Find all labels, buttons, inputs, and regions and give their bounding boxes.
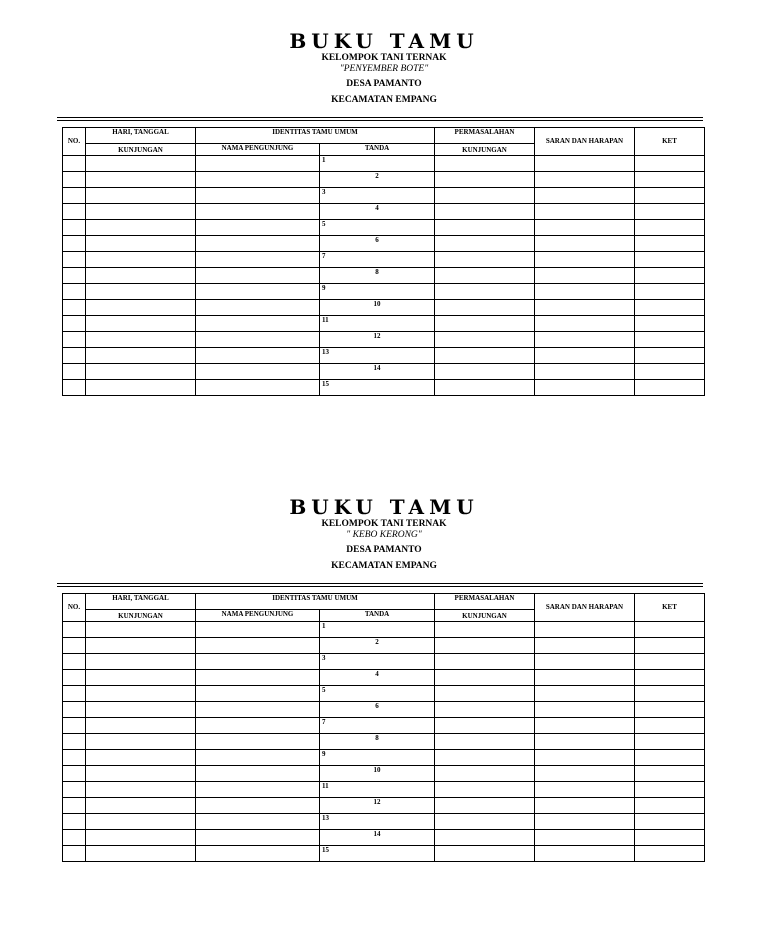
cell-visitor-name[interactable] bbox=[196, 702, 320, 718]
signature-number: 15 bbox=[320, 380, 435, 396]
signature-number: 9 bbox=[320, 284, 435, 300]
cell-suggestions[interactable] bbox=[535, 654, 635, 670]
district-name: KECAMATAN EMPANG bbox=[331, 561, 437, 571]
cell-visitor-name[interactable] bbox=[196, 188, 320, 204]
cell-notes[interactable] bbox=[635, 332, 705, 348]
cell-notes[interactable] bbox=[635, 316, 705, 332]
cell-suggestions[interactable] bbox=[535, 252, 635, 268]
signature-number: 3 bbox=[320, 188, 435, 204]
signature-number: 1 bbox=[320, 622, 435, 638]
signature-number: 14 bbox=[320, 364, 435, 380]
cell-suggestions[interactable] bbox=[535, 766, 635, 782]
cell-problem[interactable] bbox=[435, 654, 535, 670]
cell-no[interactable] bbox=[63, 348, 86, 364]
table-row bbox=[63, 332, 705, 348]
cell-problem[interactable] bbox=[435, 332, 535, 348]
table-row bbox=[63, 236, 705, 252]
header-problem-line1: PERMASALAHAN bbox=[435, 594, 535, 610]
form-title: BUKU TAMU bbox=[289, 29, 479, 53]
header-visitor-name: NAMA PENGUNJUNG bbox=[196, 144, 320, 156]
cell-notes[interactable] bbox=[635, 686, 705, 702]
cell-date[interactable] bbox=[86, 622, 196, 638]
cell-suggestions[interactable] bbox=[535, 316, 635, 332]
table-row bbox=[63, 846, 705, 862]
header-identity: IDENTITAS TAMU UMUM bbox=[196, 128, 435, 144]
signature-number: 15 bbox=[320, 846, 435, 862]
header-no: NO. bbox=[63, 594, 86, 622]
table-row bbox=[63, 156, 705, 172]
cell-notes[interactable] bbox=[635, 734, 705, 750]
header-suggestions: SARAN DAN HARAPAN bbox=[535, 128, 635, 156]
cell-suggestions[interactable] bbox=[535, 798, 635, 814]
cell-visitor-name[interactable] bbox=[196, 284, 320, 300]
signature-number: 14 bbox=[320, 830, 435, 846]
cell-no[interactable] bbox=[63, 782, 86, 798]
cell-problem[interactable] bbox=[435, 204, 535, 220]
cell-no[interactable] bbox=[63, 670, 86, 686]
cell-notes[interactable] bbox=[635, 766, 705, 782]
table-row bbox=[63, 638, 705, 654]
cell-visitor-name[interactable] bbox=[196, 750, 320, 766]
cell-notes[interactable] bbox=[635, 638, 705, 654]
table-row bbox=[63, 348, 705, 364]
cell-date[interactable] bbox=[86, 220, 196, 236]
cell-date[interactable] bbox=[86, 188, 196, 204]
signature-number: 3 bbox=[320, 654, 435, 670]
cell-suggestions[interactable] bbox=[535, 702, 635, 718]
cell-problem[interactable] bbox=[435, 364, 535, 380]
cell-date[interactable] bbox=[86, 670, 196, 686]
cell-date[interactable] bbox=[86, 172, 196, 188]
cell-no[interactable] bbox=[63, 300, 86, 316]
cell-visitor-name[interactable] bbox=[196, 638, 320, 654]
village-name: DESA PAMANTO bbox=[346, 545, 422, 555]
table-row bbox=[63, 766, 705, 782]
cell-date[interactable] bbox=[86, 766, 196, 782]
cell-notes[interactable] bbox=[635, 220, 705, 236]
header-divider bbox=[57, 586, 703, 587]
signature-number: 8 bbox=[320, 268, 435, 284]
signature-number: 12 bbox=[320, 332, 435, 348]
cell-notes[interactable] bbox=[635, 702, 705, 718]
cell-no[interactable] bbox=[63, 702, 86, 718]
signature-number: 8 bbox=[320, 734, 435, 750]
signature-number: 4 bbox=[320, 670, 435, 686]
cell-visitor-name[interactable] bbox=[196, 846, 320, 862]
header-date-line1: HARI, TANGGAL bbox=[86, 128, 196, 144]
cell-suggestions[interactable] bbox=[535, 686, 635, 702]
cell-visitor-name[interactable] bbox=[196, 268, 320, 284]
signature-number: 7 bbox=[320, 718, 435, 734]
cell-date[interactable] bbox=[86, 654, 196, 670]
header-identity: IDENTITAS TAMU UMUM bbox=[196, 594, 435, 610]
table-row bbox=[63, 204, 705, 220]
cell-visitor-name[interactable] bbox=[196, 798, 320, 814]
cell-notes[interactable] bbox=[635, 798, 705, 814]
signature-number: 6 bbox=[320, 702, 435, 718]
table-row bbox=[63, 814, 705, 830]
cell-no[interactable] bbox=[63, 750, 86, 766]
cell-notes[interactable] bbox=[635, 172, 705, 188]
cell-notes[interactable] bbox=[635, 284, 705, 300]
cell-problem[interactable] bbox=[435, 798, 535, 814]
cell-no[interactable] bbox=[63, 638, 86, 654]
cell-suggestions[interactable] bbox=[535, 638, 635, 654]
cell-visitor-name[interactable] bbox=[196, 814, 320, 830]
cell-date[interactable] bbox=[86, 782, 196, 798]
cell-visitor-name[interactable] bbox=[196, 830, 320, 846]
cell-visitor-name[interactable] bbox=[196, 364, 320, 380]
header-problem-line1: PERMASALAHAN bbox=[435, 128, 535, 144]
cell-problem[interactable] bbox=[435, 702, 535, 718]
cell-problem[interactable] bbox=[435, 380, 535, 396]
cell-problem[interactable] bbox=[435, 220, 535, 236]
cell-problem[interactable] bbox=[435, 670, 535, 686]
cell-suggestions[interactable] bbox=[535, 718, 635, 734]
group-label: KELOMPOK TANI TERNAK bbox=[321, 53, 447, 63]
header-notes: KET bbox=[635, 128, 705, 156]
cell-no[interactable] bbox=[63, 236, 86, 252]
cell-no[interactable] bbox=[63, 766, 86, 782]
cell-problem[interactable] bbox=[435, 156, 535, 172]
header-signature: TANDA bbox=[320, 610, 435, 622]
header-visitor-name: NAMA PENGUNJUNG bbox=[196, 610, 320, 622]
cell-problem[interactable] bbox=[435, 284, 535, 300]
cell-date[interactable] bbox=[86, 364, 196, 380]
table-row bbox=[63, 284, 705, 300]
cell-suggestions[interactable] bbox=[535, 380, 635, 396]
cell-notes[interactable] bbox=[635, 750, 705, 766]
header-date-line2: KUNJUNGAN bbox=[86, 610, 196, 622]
cell-date[interactable] bbox=[86, 702, 196, 718]
signature-number: 11 bbox=[320, 316, 435, 332]
cell-suggestions[interactable] bbox=[535, 172, 635, 188]
cell-no[interactable] bbox=[63, 156, 86, 172]
cell-notes[interactable] bbox=[635, 236, 705, 252]
cell-suggestions[interactable] bbox=[535, 156, 635, 172]
header-problem-line2: KUNJUNGAN bbox=[435, 144, 535, 156]
cell-visitor-name[interactable] bbox=[196, 252, 320, 268]
cell-problem[interactable] bbox=[435, 638, 535, 654]
cell-no[interactable] bbox=[63, 188, 86, 204]
table-row bbox=[63, 622, 705, 638]
cell-problem[interactable] bbox=[435, 316, 535, 332]
cell-no[interactable] bbox=[63, 332, 86, 348]
cell-no[interactable] bbox=[63, 380, 86, 396]
cell-problem[interactable] bbox=[435, 766, 535, 782]
cell-problem[interactable] bbox=[435, 830, 535, 846]
cell-date[interactable] bbox=[86, 236, 196, 252]
cell-visitor-name[interactable] bbox=[196, 332, 320, 348]
header-no: NO. bbox=[63, 128, 86, 156]
cell-no[interactable] bbox=[63, 686, 86, 702]
cell-visitor-name[interactable] bbox=[196, 622, 320, 638]
signature-number: 10 bbox=[320, 300, 435, 316]
cell-suggestions[interactable] bbox=[535, 364, 635, 380]
table-row bbox=[63, 316, 705, 332]
cell-suggestions[interactable] bbox=[535, 830, 635, 846]
cell-notes[interactable] bbox=[635, 846, 705, 862]
cell-problem[interactable] bbox=[435, 814, 535, 830]
cell-no[interactable] bbox=[63, 220, 86, 236]
cell-visitor-name[interactable] bbox=[196, 782, 320, 798]
cell-no[interactable] bbox=[63, 172, 86, 188]
cell-notes[interactable] bbox=[635, 782, 705, 798]
cell-visitor-name[interactable] bbox=[196, 654, 320, 670]
signature-number: 13 bbox=[320, 814, 435, 830]
cell-suggestions[interactable] bbox=[535, 236, 635, 252]
cell-date[interactable] bbox=[86, 268, 196, 284]
signature-number: 2 bbox=[320, 172, 435, 188]
cell-problem[interactable] bbox=[435, 686, 535, 702]
table-row bbox=[63, 188, 705, 204]
cell-no[interactable] bbox=[63, 718, 86, 734]
signature-number: 11 bbox=[320, 782, 435, 798]
cell-notes[interactable] bbox=[635, 204, 705, 220]
signature-number: 10 bbox=[320, 766, 435, 782]
table-row bbox=[63, 782, 705, 798]
table-row bbox=[63, 686, 705, 702]
cell-problem[interactable] bbox=[435, 622, 535, 638]
cell-date[interactable] bbox=[86, 734, 196, 750]
cell-suggestions[interactable] bbox=[535, 220, 635, 236]
signature-number: 12 bbox=[320, 798, 435, 814]
cell-suggestions[interactable] bbox=[535, 734, 635, 750]
header-suggestions: SARAN DAN HARAPAN bbox=[535, 594, 635, 622]
cell-notes[interactable] bbox=[635, 380, 705, 396]
cell-date[interactable] bbox=[86, 638, 196, 654]
cell-no[interactable] bbox=[63, 622, 86, 638]
cell-visitor-name[interactable] bbox=[196, 172, 320, 188]
guestbook-table bbox=[62, 593, 705, 862]
cell-notes[interactable] bbox=[635, 814, 705, 830]
cell-problem[interactable] bbox=[435, 846, 535, 862]
group-label: KELOMPOK TANI TERNAK bbox=[321, 519, 447, 529]
cell-problem[interactable] bbox=[435, 718, 535, 734]
table-row bbox=[63, 734, 705, 750]
group-name: "PENYEMBER BOTE" bbox=[339, 64, 429, 74]
cell-no[interactable] bbox=[63, 654, 86, 670]
table-row bbox=[63, 364, 705, 380]
cell-visitor-name[interactable] bbox=[196, 316, 320, 332]
cell-visitor-name[interactable] bbox=[196, 204, 320, 220]
cell-suggestions[interactable] bbox=[535, 268, 635, 284]
cell-notes[interactable] bbox=[635, 622, 705, 638]
cell-notes[interactable] bbox=[635, 348, 705, 364]
signature-number: 13 bbox=[320, 348, 435, 364]
cell-date[interactable] bbox=[86, 300, 196, 316]
table-row bbox=[63, 654, 705, 670]
signature-number: 9 bbox=[320, 750, 435, 766]
header-problem-line2: KUNJUNGAN bbox=[435, 610, 535, 622]
cell-suggestions[interactable] bbox=[535, 188, 635, 204]
table-row bbox=[63, 300, 705, 316]
cell-date[interactable] bbox=[86, 830, 196, 846]
signature-number: 2 bbox=[320, 638, 435, 654]
cell-date[interactable] bbox=[86, 846, 196, 862]
table-row bbox=[63, 252, 705, 268]
cell-problem[interactable] bbox=[435, 782, 535, 798]
cell-no[interactable] bbox=[63, 252, 86, 268]
cell-problem[interactable] bbox=[435, 172, 535, 188]
signature-number: 6 bbox=[320, 236, 435, 252]
cell-suggestions[interactable] bbox=[535, 846, 635, 862]
header-signature: TANDA bbox=[320, 144, 435, 156]
signature-number: 7 bbox=[320, 252, 435, 268]
cell-notes[interactable] bbox=[635, 188, 705, 204]
cell-date[interactable] bbox=[86, 252, 196, 268]
cell-visitor-name[interactable] bbox=[196, 236, 320, 252]
signature-number: 5 bbox=[320, 220, 435, 236]
cell-no[interactable] bbox=[63, 814, 86, 830]
cell-visitor-name[interactable] bbox=[196, 670, 320, 686]
cell-date[interactable] bbox=[86, 798, 196, 814]
cell-notes[interactable] bbox=[635, 830, 705, 846]
table-row bbox=[63, 172, 705, 188]
cell-date[interactable] bbox=[86, 750, 196, 766]
cell-visitor-name[interactable] bbox=[196, 718, 320, 734]
cell-suggestions[interactable] bbox=[535, 814, 635, 830]
header-divider bbox=[57, 583, 703, 584]
table-row bbox=[63, 702, 705, 718]
table-row bbox=[63, 380, 705, 396]
cell-no[interactable] bbox=[63, 734, 86, 750]
cell-visitor-name[interactable] bbox=[196, 686, 320, 702]
cell-date[interactable] bbox=[86, 686, 196, 702]
cell-problem[interactable] bbox=[435, 734, 535, 750]
table-row bbox=[63, 750, 705, 766]
cell-no[interactable] bbox=[63, 284, 86, 300]
table-row bbox=[63, 220, 705, 236]
cell-notes[interactable] bbox=[635, 268, 705, 284]
table-row bbox=[63, 830, 705, 846]
cell-suggestions[interactable] bbox=[535, 204, 635, 220]
cell-date[interactable] bbox=[86, 380, 196, 396]
cell-notes[interactable] bbox=[635, 654, 705, 670]
header-divider bbox=[57, 120, 703, 121]
cell-problem[interactable] bbox=[435, 348, 535, 364]
cell-notes[interactable] bbox=[635, 364, 705, 380]
cell-no[interactable] bbox=[63, 268, 86, 284]
cell-date[interactable] bbox=[86, 204, 196, 220]
cell-notes[interactable] bbox=[635, 670, 705, 686]
village-name: DESA PAMANTO bbox=[346, 79, 422, 89]
cell-no[interactable] bbox=[63, 830, 86, 846]
cell-date[interactable] bbox=[86, 814, 196, 830]
cell-no[interactable] bbox=[63, 204, 86, 220]
cell-no[interactable] bbox=[63, 798, 86, 814]
table-row bbox=[63, 798, 705, 814]
cell-suggestions[interactable] bbox=[535, 782, 635, 798]
table-row bbox=[63, 268, 705, 284]
group-name: " KEBO KERONG" bbox=[346, 530, 422, 540]
cell-visitor-name[interactable] bbox=[196, 734, 320, 750]
cell-date[interactable] bbox=[86, 284, 196, 300]
cell-no[interactable] bbox=[63, 364, 86, 380]
cell-suggestions[interactable] bbox=[535, 284, 635, 300]
cell-notes[interactable] bbox=[635, 252, 705, 268]
cell-visitor-name[interactable] bbox=[196, 300, 320, 316]
district-name: KECAMATAN EMPANG bbox=[331, 95, 437, 105]
cell-visitor-name[interactable] bbox=[196, 766, 320, 782]
cell-suggestions[interactable] bbox=[535, 348, 635, 364]
cell-date[interactable] bbox=[86, 332, 196, 348]
form-title: BUKU TAMU bbox=[289, 495, 479, 519]
table-row bbox=[63, 670, 705, 686]
cell-problem[interactable] bbox=[435, 188, 535, 204]
signature-number: 1 bbox=[320, 156, 435, 172]
cell-notes[interactable] bbox=[635, 718, 705, 734]
cell-suggestions[interactable] bbox=[535, 300, 635, 316]
cell-date[interactable] bbox=[86, 316, 196, 332]
cell-problem[interactable] bbox=[435, 236, 535, 252]
cell-problem[interactable] bbox=[435, 252, 535, 268]
cell-no[interactable] bbox=[63, 846, 86, 862]
header-date-line1: HARI, TANGGAL bbox=[86, 594, 196, 610]
cell-problem[interactable] bbox=[435, 268, 535, 284]
cell-problem[interactable] bbox=[435, 750, 535, 766]
cell-notes[interactable] bbox=[635, 156, 705, 172]
cell-visitor-name[interactable] bbox=[196, 220, 320, 236]
cell-suggestions[interactable] bbox=[535, 622, 635, 638]
cell-suggestions[interactable] bbox=[535, 332, 635, 348]
cell-no[interactable] bbox=[63, 316, 86, 332]
cell-date[interactable] bbox=[86, 348, 196, 364]
cell-date[interactable] bbox=[86, 718, 196, 734]
signature-number: 4 bbox=[320, 204, 435, 220]
cell-suggestions[interactable] bbox=[535, 670, 635, 686]
cell-notes[interactable] bbox=[635, 300, 705, 316]
cell-problem[interactable] bbox=[435, 300, 535, 316]
table-row bbox=[63, 718, 705, 734]
header-date-line2: KUNJUNGAN bbox=[86, 144, 196, 156]
cell-suggestions[interactable] bbox=[535, 750, 635, 766]
guestbook-table bbox=[62, 127, 705, 396]
signature-number: 5 bbox=[320, 686, 435, 702]
cell-date[interactable] bbox=[86, 156, 196, 172]
header-divider bbox=[57, 117, 703, 118]
header-notes: KET bbox=[635, 594, 705, 622]
cell-visitor-name[interactable] bbox=[196, 348, 320, 364]
cell-visitor-name[interactable] bbox=[196, 156, 320, 172]
cell-visitor-name[interactable] bbox=[196, 380, 320, 396]
